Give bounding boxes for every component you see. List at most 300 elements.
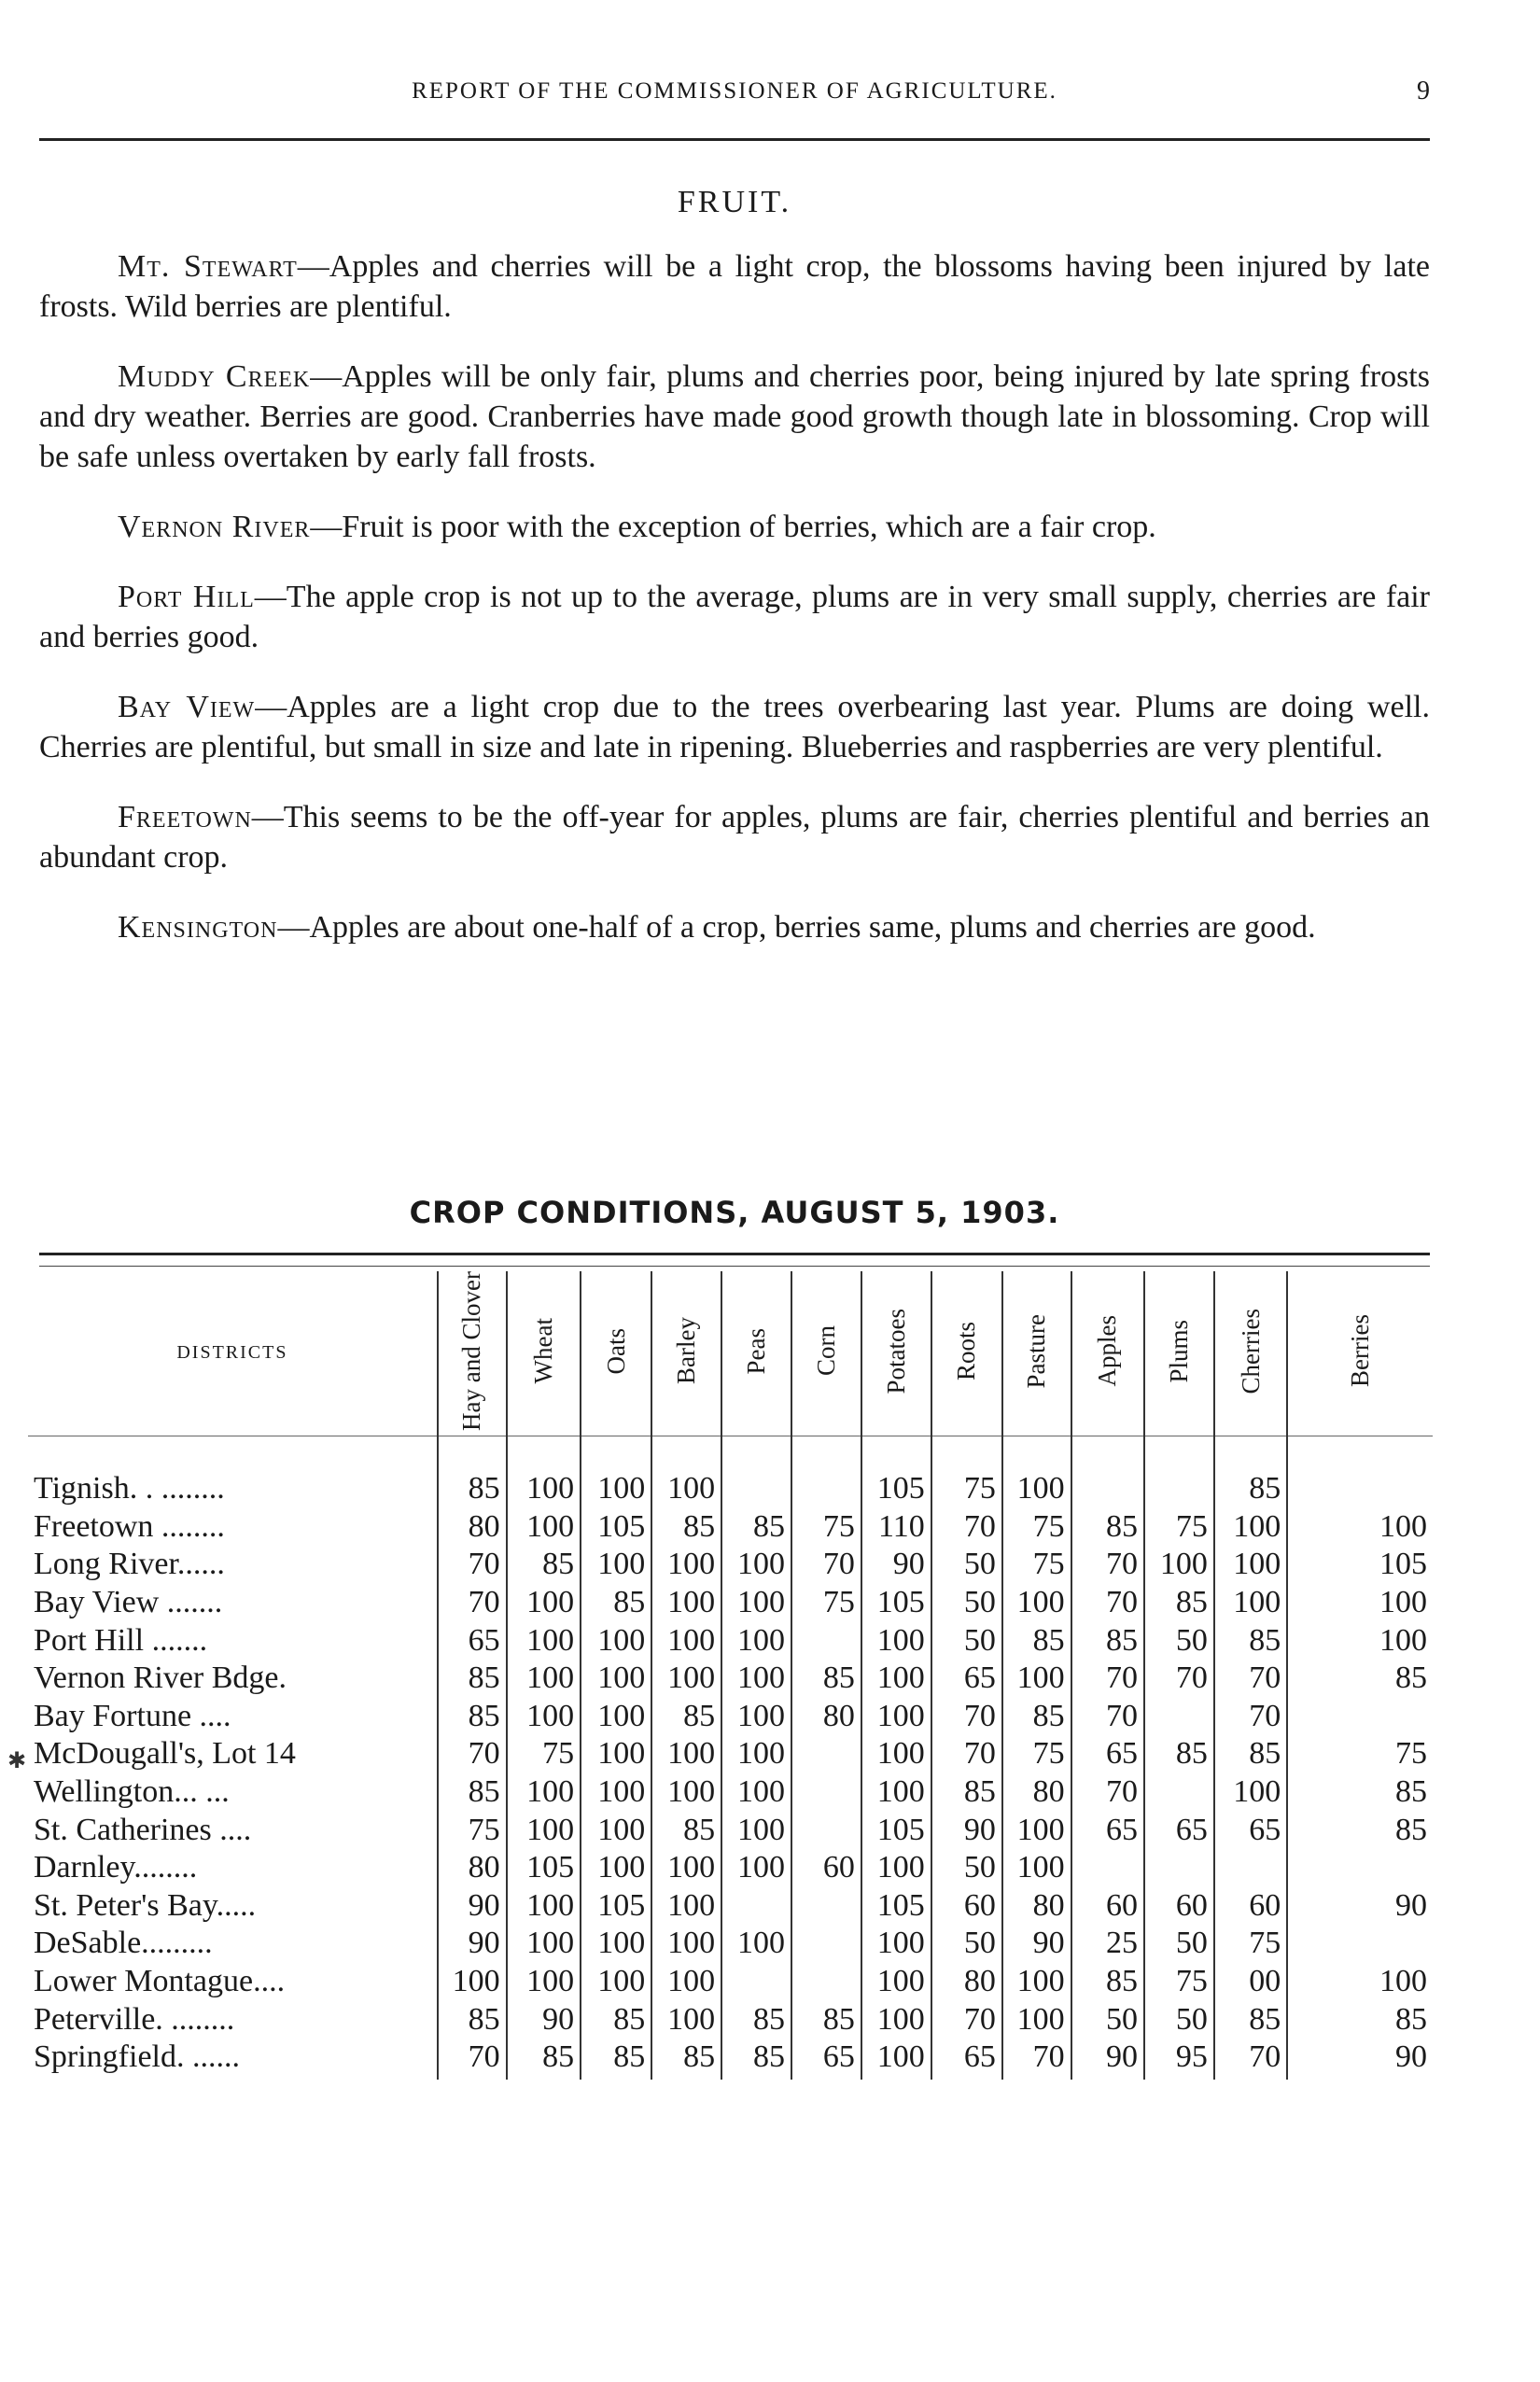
condition-value: 100 bbox=[581, 1698, 651, 1736]
condition-value: 100 bbox=[651, 1886, 721, 1925]
condition-value: 85 bbox=[507, 2039, 581, 2081]
condition-value: 50 bbox=[1144, 2000, 1214, 2039]
condition-value: 100 bbox=[581, 1963, 651, 2001]
condition-value: 100 bbox=[507, 1886, 581, 1925]
page-number: 9 bbox=[1417, 77, 1430, 105]
district-name: Lower Montague.... bbox=[34, 1963, 286, 1998]
condition-value: 100 bbox=[507, 1811, 581, 1849]
condition-value: 100 bbox=[581, 1735, 651, 1773]
column-header bbox=[1071, 1271, 1144, 1436]
condition-value: 90 bbox=[438, 1925, 507, 1963]
condition-value: 80 bbox=[1002, 1773, 1071, 1812]
condition-value: 100 bbox=[861, 1735, 931, 1773]
condition-value: 60 bbox=[1214, 1886, 1287, 1925]
condition-value: 50 bbox=[1144, 1621, 1214, 1660]
condition-value: 85 bbox=[1002, 1621, 1071, 1660]
condition-value: 100 bbox=[651, 1925, 721, 1963]
condition-value: 105 bbox=[861, 1584, 931, 1622]
condition-value: 80 bbox=[438, 1508, 507, 1547]
paragraph-text: —Apples will be only fair, plums and cherries poor, being injured by late spring frosts and dry weather. Berries are good. Cranberries have made good growth though late in blossoming. Crop will be safe unless overtaken by early fall frosts. bbox=[39, 359, 1430, 474]
condition-value: 80 bbox=[438, 1849, 507, 1887]
paragraph-text: —Fruit is poor with the exception of berries, which are a fair crop. bbox=[310, 510, 1156, 544]
condition-value: 70 bbox=[1071, 1660, 1144, 1698]
condition-value: 100 bbox=[721, 1925, 791, 1963]
table-title: CROP CONDITIONS, AUGUST 5, 1903. bbox=[409, 1195, 1060, 1230]
condition-value: 75 bbox=[1002, 1735, 1071, 1773]
condition-value: 100 bbox=[1002, 1470, 1071, 1508]
condition-value: 80 bbox=[791, 1698, 861, 1736]
header-rule bbox=[39, 138, 1430, 141]
condition-value: 100 bbox=[721, 1621, 791, 1660]
condition-value: 100 bbox=[651, 1584, 721, 1622]
condition-value: 70 bbox=[1144, 1660, 1214, 1698]
condition-value: 100 bbox=[1214, 1773, 1287, 1812]
condition-value: 85 bbox=[1287, 1811, 1433, 1849]
condition-value: 85 bbox=[1144, 1584, 1214, 1622]
district-name: DeSable......... bbox=[34, 1926, 213, 1961]
condition-value: 100 bbox=[507, 1660, 581, 1698]
condition-value bbox=[791, 1773, 861, 1812]
condition-value bbox=[1287, 1925, 1433, 1963]
condition-value: 65 bbox=[791, 2039, 861, 2081]
district-name: Bay Fortune .... bbox=[34, 1698, 231, 1733]
condition-value: 100 bbox=[1287, 1621, 1433, 1660]
condition-value: 90 bbox=[1002, 1925, 1071, 1963]
place-name: Bay View bbox=[118, 690, 256, 724]
condition-value bbox=[1287, 1698, 1433, 1736]
district-name: St. Peter's Bay..... bbox=[34, 1887, 257, 1923]
condition-value: 100 bbox=[721, 1735, 791, 1773]
table-row bbox=[28, 1698, 1433, 1736]
table-row bbox=[28, 1584, 1433, 1622]
condition-value: 85 bbox=[651, 1698, 721, 1736]
condition-value: 105 bbox=[861, 1886, 931, 1925]
condition-value: 100 bbox=[721, 1849, 791, 1887]
condition-value: 100 bbox=[861, 2039, 931, 2081]
condition-value: 70 bbox=[931, 1698, 1002, 1736]
condition-value: 100 bbox=[507, 1925, 581, 1963]
condition-value: 85 bbox=[581, 2039, 651, 2081]
condition-value: 85 bbox=[581, 1584, 651, 1622]
condition-value bbox=[1144, 1849, 1214, 1887]
condition-value: 75 bbox=[507, 1735, 581, 1773]
place-name: Port Hill bbox=[118, 580, 255, 614]
condition-value: 70 bbox=[438, 1546, 507, 1584]
condition-value: 100 bbox=[1214, 1508, 1287, 1547]
condition-value bbox=[1144, 1698, 1214, 1736]
column-header-label: Cherries bbox=[1236, 1308, 1265, 1394]
condition-value: 80 bbox=[931, 1963, 1002, 2001]
condition-value: 85 bbox=[721, 2039, 791, 2081]
condition-value: 90 bbox=[1287, 2039, 1433, 2081]
place-name: Kensington bbox=[118, 910, 278, 945]
column-header bbox=[861, 1271, 931, 1436]
condition-value: 100 bbox=[861, 1621, 931, 1660]
district-name: McDougall's, Lot 14 bbox=[34, 1736, 296, 1772]
column-header-label: Corn bbox=[811, 1325, 840, 1377]
condition-value: 100 bbox=[581, 1470, 651, 1508]
condition-value: 100 bbox=[651, 1735, 721, 1773]
condition-value: 50 bbox=[931, 1849, 1002, 1887]
condition-value: 100 bbox=[507, 1621, 581, 1660]
condition-value: 60 bbox=[931, 1886, 1002, 1925]
condition-value: 85 bbox=[721, 1508, 791, 1547]
column-header bbox=[1214, 1271, 1287, 1436]
condition-value: 100 bbox=[861, 1773, 931, 1812]
condition-value: 100 bbox=[1214, 1584, 1287, 1622]
paragraph-text: —Apples and cherries will be a light crop, the blossoms having been injured by late frosts. Wild berries are plentiful. bbox=[39, 249, 1431, 324]
condition-value bbox=[1144, 1773, 1214, 1812]
condition-value: 85 bbox=[438, 2000, 507, 2039]
condition-value: 100 bbox=[1002, 1584, 1071, 1622]
condition-value: 100 bbox=[721, 1698, 791, 1736]
district-name: Bay View ....... bbox=[34, 1585, 223, 1620]
condition-value: 70 bbox=[438, 1735, 507, 1773]
condition-value: 100 bbox=[581, 1773, 651, 1812]
paragraph-text: —Apples are a light crop due to the trees overbearing last year. Plums are doing well. Cherries are plentiful, but small in size and late in ripening. Blueberries and raspberries are very plentiful. bbox=[39, 690, 1430, 764]
column-header-label: Berries bbox=[1346, 1314, 1375, 1388]
condition-value: 85 bbox=[1214, 2000, 1287, 2039]
condition-value: 100 bbox=[1002, 2000, 1071, 2039]
condition-value: 105 bbox=[507, 1849, 581, 1887]
condition-value: 105 bbox=[1287, 1546, 1433, 1584]
column-header bbox=[1002, 1271, 1071, 1436]
district-name: Springfield. ...... bbox=[34, 2039, 240, 2075]
condition-value: 100 bbox=[507, 1773, 581, 1812]
condition-value: 100 bbox=[1002, 1849, 1071, 1887]
condition-value: 100 bbox=[651, 1849, 721, 1887]
condition-value: 85 bbox=[1214, 1621, 1287, 1660]
column-header bbox=[721, 1271, 791, 1436]
condition-value: 100 bbox=[651, 1773, 721, 1812]
condition-value bbox=[791, 1811, 861, 1849]
condition-value: 70 bbox=[931, 1735, 1002, 1773]
column-header-label: Apples bbox=[1093, 1315, 1122, 1387]
condition-value: 105 bbox=[581, 1886, 651, 1925]
condition-value: 100 bbox=[581, 1811, 651, 1849]
condition-value: 85 bbox=[651, 1508, 721, 1547]
condition-value: 65 bbox=[438, 1621, 507, 1660]
condition-value: 75 bbox=[791, 1508, 861, 1547]
condition-value: 85 bbox=[1214, 1735, 1287, 1773]
column-header bbox=[1287, 1271, 1433, 1436]
table-row bbox=[28, 2000, 1433, 2039]
table-row bbox=[28, 1508, 1433, 1547]
column-header-label: Roots bbox=[952, 1321, 981, 1380]
table-row bbox=[28, 1849, 1433, 1887]
condition-value: 100 bbox=[1144, 1546, 1214, 1584]
condition-value: 100 bbox=[507, 1963, 581, 2001]
condition-value: 100 bbox=[1002, 1660, 1071, 1698]
condition-value: 75 bbox=[791, 1584, 861, 1622]
condition-value: 100 bbox=[721, 1584, 791, 1622]
condition-value: 75 bbox=[438, 1811, 507, 1849]
condition-value: 90 bbox=[1287, 1886, 1433, 1925]
condition-value: 85 bbox=[1287, 1660, 1433, 1698]
condition-value: 70 bbox=[1071, 1584, 1144, 1622]
condition-value: 100 bbox=[721, 1546, 791, 1584]
table-row bbox=[28, 1621, 1433, 1660]
report-paragraph bbox=[39, 907, 1430, 947]
condition-value bbox=[721, 1963, 791, 2001]
condition-value: 100 bbox=[861, 1698, 931, 1736]
table-row bbox=[28, 1925, 1433, 1963]
condition-value: 100 bbox=[581, 1546, 651, 1584]
condition-value: 85 bbox=[1214, 1470, 1287, 1508]
condition-value: 75 bbox=[1144, 1963, 1214, 2001]
district-name: Vernon River Bdge. bbox=[34, 1660, 287, 1696]
condition-value: 100 bbox=[1214, 1546, 1287, 1584]
condition-value: 85 bbox=[438, 1773, 507, 1812]
condition-value: 90 bbox=[861, 1546, 931, 1584]
place-name: Freetown bbox=[118, 800, 252, 834]
condition-value: 90 bbox=[1071, 2039, 1144, 2081]
condition-value: 100 bbox=[581, 1660, 651, 1698]
column-header-label: Pasture bbox=[1022, 1313, 1051, 1389]
district-name: Wellington... ... bbox=[34, 1774, 230, 1809]
condition-value bbox=[1071, 1849, 1144, 1887]
condition-value: 70 bbox=[1214, 1660, 1287, 1698]
table-top-rule-thin bbox=[39, 1266, 1430, 1267]
condition-value: 100 bbox=[507, 1470, 581, 1508]
condition-value: 105 bbox=[861, 1470, 931, 1508]
crop-conditions-table bbox=[28, 1271, 1433, 2080]
condition-value: 75 bbox=[1214, 1925, 1287, 1963]
condition-value: 85 bbox=[1144, 1735, 1214, 1773]
condition-value: 100 bbox=[1002, 1811, 1071, 1849]
condition-value: 70 bbox=[1214, 2039, 1287, 2081]
margin-mark: ✱ bbox=[7, 1747, 27, 1773]
condition-value: 85 bbox=[791, 2000, 861, 2039]
column-header-label: Potatoes bbox=[881, 1308, 910, 1394]
condition-value: 50 bbox=[1071, 2000, 1144, 2039]
condition-value: 70 bbox=[931, 1508, 1002, 1547]
condition-value: 100 bbox=[651, 1963, 721, 2001]
table-row bbox=[28, 1735, 1433, 1773]
district-name: Port Hill ....... bbox=[34, 1622, 208, 1658]
fruit-report-paragraphs bbox=[39, 246, 1430, 977]
condition-value bbox=[721, 1470, 791, 1508]
condition-value: 50 bbox=[931, 1584, 1002, 1622]
condition-value: 75 bbox=[1287, 1735, 1433, 1773]
condition-value: 50 bbox=[931, 1925, 1002, 1963]
condition-value: 70 bbox=[1071, 1773, 1144, 1812]
column-header-label: Peas bbox=[742, 1327, 771, 1375]
condition-value: 100 bbox=[651, 1660, 721, 1698]
column-header-label: Barley bbox=[672, 1317, 701, 1385]
condition-value: 75 bbox=[1002, 1508, 1071, 1547]
condition-value: 100 bbox=[581, 1849, 651, 1887]
condition-value: 100 bbox=[721, 1773, 791, 1812]
column-header bbox=[931, 1271, 1002, 1436]
condition-value: 65 bbox=[931, 1660, 1002, 1698]
condition-value: 100 bbox=[1287, 1584, 1433, 1622]
column-header bbox=[438, 1271, 507, 1436]
paragraph-text: —This seems to be the off-year for apples, plums are fair, cherries plentiful and berries an abundant crop. bbox=[39, 800, 1430, 875]
condition-value: 70 bbox=[791, 1546, 861, 1584]
condition-value: 85 bbox=[791, 1660, 861, 1698]
condition-value: 85 bbox=[581, 2000, 651, 2039]
condition-value: 100 bbox=[438, 1963, 507, 2001]
table-row bbox=[28, 1963, 1433, 2001]
condition-value: 65 bbox=[1214, 1811, 1287, 1849]
condition-value bbox=[1071, 1470, 1144, 1508]
condition-value: 60 bbox=[1071, 1886, 1144, 1925]
column-header-label: Plums bbox=[1164, 1319, 1193, 1383]
running-title: REPORT OF THE COMMISSIONER OF AGRICULTURE. bbox=[412, 78, 1057, 104]
condition-value: 100 bbox=[507, 1698, 581, 1736]
district-name: Freetown ........ bbox=[34, 1508, 225, 1544]
table-top-rule bbox=[39, 1253, 1430, 1255]
condition-value bbox=[1287, 1470, 1433, 1508]
condition-value: 105 bbox=[861, 1811, 931, 1849]
column-header-label: Hay and Clover bbox=[457, 1271, 486, 1431]
condition-value: 80 bbox=[1002, 1886, 1071, 1925]
condition-value: 85 bbox=[1071, 1508, 1144, 1547]
column-header-label: Oats bbox=[601, 1327, 630, 1375]
column-header bbox=[581, 1271, 651, 1436]
district-name: St. Catherines .... bbox=[34, 1812, 252, 1847]
condition-value: 50 bbox=[931, 1546, 1002, 1584]
condition-value: 110 bbox=[861, 1508, 931, 1547]
condition-value: 85 bbox=[651, 2039, 721, 2081]
condition-value: 00 bbox=[1214, 1963, 1287, 2001]
table-row bbox=[28, 1773, 1433, 1812]
condition-value: 70 bbox=[1002, 2039, 1071, 2081]
place-name: Muddy Creek bbox=[118, 359, 311, 394]
condition-value: 60 bbox=[791, 1849, 861, 1887]
condition-value bbox=[1144, 1470, 1214, 1508]
condition-value: 85 bbox=[651, 1811, 721, 1849]
districts-column-header: DISTRICTS bbox=[28, 1271, 438, 1436]
condition-value: 65 bbox=[1071, 1811, 1144, 1849]
condition-value: 100 bbox=[651, 2000, 721, 2039]
condition-value: 65 bbox=[1071, 1735, 1144, 1773]
column-header-label: Wheat bbox=[528, 1318, 557, 1384]
column-header bbox=[1144, 1271, 1214, 1436]
report-paragraph bbox=[39, 797, 1430, 877]
district-name: Tignish. . ........ bbox=[34, 1471, 225, 1506]
condition-value: 70 bbox=[931, 2000, 1002, 2039]
paragraph-text: —The apple crop is not up to the average, plums are in very small supply, cherries are fair and berries good. bbox=[39, 580, 1431, 654]
condition-value bbox=[791, 1735, 861, 1773]
condition-value: 85 bbox=[721, 2000, 791, 2039]
condition-value: 100 bbox=[1002, 1963, 1071, 2001]
table-row bbox=[28, 1811, 1433, 1849]
condition-value: 70 bbox=[438, 2039, 507, 2081]
district-name: Peterville. ........ bbox=[34, 2001, 235, 2037]
condition-value: 100 bbox=[861, 1660, 931, 1698]
condition-value bbox=[791, 1886, 861, 1925]
condition-value: 100 bbox=[581, 1621, 651, 1660]
condition-value: 105 bbox=[581, 1508, 651, 1547]
district-name: Darnley........ bbox=[34, 1850, 198, 1885]
condition-value: 100 bbox=[507, 1584, 581, 1622]
condition-value: 25 bbox=[1071, 1925, 1144, 1963]
table-row bbox=[28, 1546, 1433, 1584]
place-name: Mt. Stewart bbox=[118, 249, 298, 284]
condition-value: 95 bbox=[1144, 2039, 1214, 2081]
condition-value: 100 bbox=[507, 1508, 581, 1547]
condition-value: 85 bbox=[438, 1660, 507, 1698]
table-row bbox=[28, 1886, 1433, 1925]
condition-value: 65 bbox=[931, 2039, 1002, 2081]
condition-value: 85 bbox=[507, 1546, 581, 1584]
condition-value: 75 bbox=[1002, 1546, 1071, 1584]
condition-value: 85 bbox=[1071, 1621, 1144, 1660]
condition-value bbox=[791, 1621, 861, 1660]
condition-value: 75 bbox=[931, 1470, 1002, 1508]
condition-value: 60 bbox=[1144, 1886, 1214, 1925]
condition-value: 70 bbox=[1071, 1698, 1144, 1736]
condition-value: 100 bbox=[861, 1925, 931, 1963]
condition-value: 100 bbox=[651, 1470, 721, 1508]
condition-value: 75 bbox=[1144, 1508, 1214, 1547]
table-header-row bbox=[28, 1271, 1433, 1436]
condition-value: 85 bbox=[931, 1773, 1002, 1812]
condition-value: 100 bbox=[651, 1621, 721, 1660]
column-header bbox=[507, 1271, 581, 1436]
condition-value bbox=[1287, 1849, 1433, 1887]
report-paragraph bbox=[39, 246, 1430, 327]
section-title: FRUIT. bbox=[677, 185, 792, 219]
table-spacer-row bbox=[28, 1436, 1433, 1470]
column-header bbox=[651, 1271, 721, 1436]
district-name: Long River...... bbox=[34, 1547, 225, 1582]
report-paragraph bbox=[39, 577, 1430, 657]
report-paragraph bbox=[39, 357, 1430, 477]
condition-value: 100 bbox=[721, 1811, 791, 1849]
condition-value: 85 bbox=[1287, 2000, 1433, 2039]
condition-value: 100 bbox=[1287, 1508, 1433, 1547]
condition-value bbox=[791, 1925, 861, 1963]
place-name: Vernon River bbox=[118, 510, 311, 544]
condition-value bbox=[1214, 1849, 1287, 1887]
column-header bbox=[791, 1271, 861, 1436]
report-paragraph bbox=[39, 687, 1430, 767]
condition-value: 70 bbox=[1071, 1546, 1144, 1584]
table-row bbox=[28, 1660, 1433, 1698]
condition-value: 85 bbox=[1071, 1963, 1144, 2001]
paragraph-text: —Apples are about one-half of a crop, berries same, plums and cherries are good. bbox=[277, 910, 1316, 945]
condition-value: 70 bbox=[1214, 1698, 1287, 1736]
condition-value: 100 bbox=[861, 1849, 931, 1887]
report-paragraph bbox=[39, 507, 1430, 547]
condition-value: 85 bbox=[1287, 1773, 1433, 1812]
condition-value: 85 bbox=[1002, 1698, 1071, 1736]
condition-value: 50 bbox=[1144, 1925, 1214, 1963]
condition-value: 100 bbox=[861, 1963, 931, 2001]
running-head bbox=[39, 71, 1430, 108]
condition-value: 100 bbox=[861, 2000, 931, 2039]
condition-value: 90 bbox=[507, 2000, 581, 2039]
table-row bbox=[28, 1470, 1433, 1508]
condition-value: 100 bbox=[651, 1546, 721, 1584]
condition-value: 65 bbox=[1144, 1811, 1214, 1849]
condition-value: 85 bbox=[438, 1698, 507, 1736]
condition-value bbox=[791, 1470, 861, 1508]
condition-value: 100 bbox=[721, 1660, 791, 1698]
condition-value: 100 bbox=[581, 1925, 651, 1963]
condition-value: 85 bbox=[438, 1470, 507, 1508]
condition-value: 50 bbox=[931, 1621, 1002, 1660]
condition-value bbox=[721, 1886, 791, 1925]
condition-value: 90 bbox=[931, 1811, 1002, 1849]
condition-value: 70 bbox=[438, 1584, 507, 1622]
condition-value: 100 bbox=[1287, 1963, 1433, 2001]
table-row bbox=[28, 2039, 1433, 2081]
condition-value: 90 bbox=[438, 1886, 507, 1925]
